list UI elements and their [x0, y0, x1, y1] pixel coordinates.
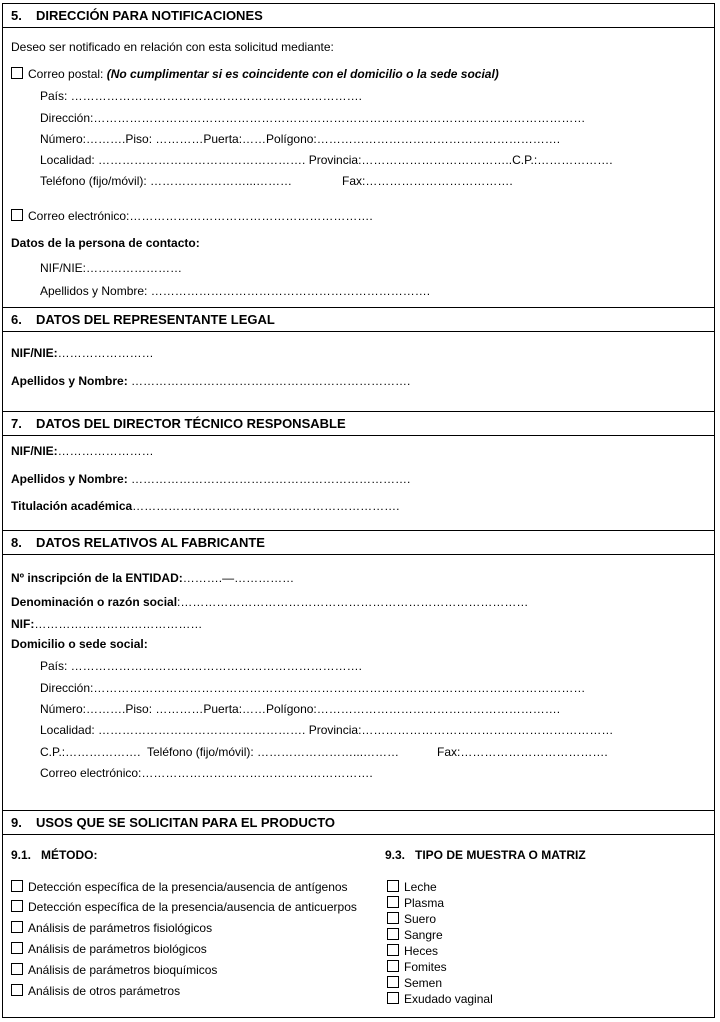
fab-nif-field[interactable] — [11, 617, 202, 631]
postal-telefono-field[interactable]: Teléfono (fijo/móvil): ……………………...……… — [40, 174, 293, 188]
muestra-option-label: Plasma — [404, 896, 445, 910]
email-option[interactable] — [11, 209, 373, 223]
metodo-option-label: Análisis de parámetros bioquímicos — [28, 963, 218, 977]
section-number: 7. — [11, 416, 22, 431]
section-title: USOS QUE SE SOLICITAN PARA EL PRODUCTO — [36, 815, 336, 830]
dir-titulacion-label: Titulación académica — [11, 499, 133, 513]
subsection-number: 9.1. — [11, 848, 32, 862]
muestra-option[interactable] — [387, 992, 493, 1006]
postal-localidad-field[interactable]: Localidad: ……………………………………………. Provincia:………………………………..C.P.:………………. — [40, 153, 613, 167]
fab-nif-label: NIF: — [11, 617, 35, 631]
checkbox[interactable] — [387, 992, 399, 1004]
postal-note: (No cumplimentar si es coincidente con el domicilio o la sede social) — [106, 67, 499, 81]
dir-nif-dots: …………………… — [57, 444, 154, 458]
fab-inscripcion-dots: ……….—…………… — [182, 571, 295, 585]
muestra-option-label: Exudado vaginal — [404, 992, 493, 1006]
metodo-option-label: Análisis de parámetros fisiológicos — [28, 921, 213, 935]
contact-apellidos-field[interactable]: Apellidos y Nombre: ……………………………………………………………. — [40, 284, 431, 298]
metodo-option[interactable] — [11, 942, 207, 956]
metodo-option-label: Análisis de parámetros biológicos — [28, 942, 207, 956]
section-8-header — [2, 530, 715, 555]
notify-intro: Deseo ser notificado en relación con esta solicitud mediante: — [11, 40, 334, 54]
metodo-option-label: Detección específica de la presencia/ausencia de anticuerpos — [28, 900, 357, 914]
metodo-option[interactable] — [11, 921, 212, 935]
contact-nif-field[interactable]: NIF/NIE:…………………… — [40, 261, 183, 275]
rep-apellidos-label: Apellidos y Nombre: — [11, 374, 128, 388]
section-title: DATOS DEL DIRECTOR TÉCNICO RESPONSABLE — [36, 416, 346, 431]
checkbox[interactable] — [387, 960, 399, 972]
postal-option[interactable] — [11, 67, 499, 81]
section-number: 5. — [11, 8, 22, 23]
metodo-option[interactable] — [11, 963, 217, 977]
dir-apellidos-field[interactable] — [11, 472, 410, 486]
rep-nif-field[interactable] — [11, 346, 154, 360]
checkbox[interactable] — [387, 896, 399, 908]
checkbox[interactable] — [387, 928, 399, 940]
subsection-title: TIPO DE MUESTRA O MATRIZ — [415, 848, 586, 862]
dir-titulacion-dots: …………………………………………………………. — [132, 499, 400, 513]
muestra-option-label: Sangre — [404, 928, 443, 942]
metodo-title — [11, 848, 97, 862]
section-7-header — [2, 411, 715, 436]
fab-cp-field[interactable]: C.P.:………………. — [40, 745, 141, 759]
email-checkbox[interactable] — [11, 209, 23, 221]
fab-denominacion-label: Denominación o razón social — [11, 595, 178, 609]
section-5-header — [2, 3, 715, 28]
fab-email-field[interactable]: Correo electrónico:…………………………………………………. — [40, 766, 373, 780]
postal-pais-field[interactable]: País: ………………………………………………………………. — [40, 89, 363, 103]
muestra-option[interactable] — [387, 960, 447, 974]
dir-nif-label: NIF/NIE: — [11, 444, 58, 458]
postal-numero-field[interactable]: Número:……….Piso: …………Puerta:……Polígono:……………………………………………………. — [40, 132, 561, 146]
section-9-header — [2, 810, 715, 835]
fab-nif-dots: …………………………………… — [34, 617, 203, 631]
fab-localidad-field[interactable]: Localidad: ……………………………………………. Provincia:……………………………………………………… — [40, 723, 614, 737]
metodo-option[interactable] — [11, 900, 357, 914]
dir-titulacion-field[interactable] — [11, 499, 400, 513]
muestra-option[interactable] — [387, 880, 437, 894]
muestra-option[interactable] — [387, 944, 438, 958]
rep-apellidos-field[interactable] — [11, 374, 410, 388]
muestra-option-label: Heces — [404, 944, 439, 958]
checkbox[interactable] — [11, 880, 23, 892]
fab-inscripcion-label: Nº inscripción de la ENTIDAD: — [11, 571, 183, 585]
muestra-option-label: Leche — [404, 880, 437, 894]
checkbox[interactable] — [387, 912, 399, 924]
postal-label: Correo postal: — [28, 67, 107, 81]
section-number: 8. — [11, 535, 22, 550]
subsection-number: 9.3. — [385, 848, 406, 862]
fab-direccion-field[interactable]: Dirección:…………………………………………………………………………………………………………… — [40, 681, 586, 695]
dir-apellidos-dots: ……………………………………………………………. — [127, 472, 411, 486]
checkbox[interactable] — [11, 942, 23, 954]
fab-numero-field[interactable]: Número:……….Piso: …………Puerta:……Polígono:……………………………………………………. — [40, 702, 561, 716]
metodo-option-label: Detección específica de la presencia/ausencia de antígenos — [28, 880, 348, 894]
metodo-option[interactable] — [11, 984, 180, 998]
rep-apellidos-dots: ……………………………………………………………. — [127, 374, 411, 388]
muestra-option[interactable] — [387, 912, 436, 926]
fab-domicilio-label: Domicilio o sede social: — [11, 637, 148, 651]
contact-title: Datos de la persona de contacto: — [11, 236, 200, 250]
postal-direccion-field[interactable]: Dirección:…………………………………………………………………………………………………………… — [40, 111, 586, 125]
checkbox[interactable] — [387, 944, 399, 956]
postal-fax-field[interactable]: Fax:………………………………. — [342, 174, 513, 188]
section-number: 9. — [11, 815, 22, 830]
section-number: 6. — [11, 312, 22, 327]
dir-nif-field[interactable] — [11, 444, 154, 458]
section-title: DIRECCIÓN PARA NOTIFICACIONES — [36, 8, 263, 23]
muestra-option-label: Suero — [404, 912, 437, 926]
checkbox[interactable] — [11, 984, 23, 996]
checkbox[interactable] — [387, 880, 399, 892]
section-title: DATOS RELATIVOS AL FABRICANTE — [36, 535, 265, 550]
email-field[interactable]: Correo electrónico:……………………………………………………. — [28, 209, 373, 223]
muestra-option[interactable] — [387, 896, 444, 910]
muestra-option[interactable] — [387, 928, 443, 942]
subsection-title: MÉTODO: — [41, 848, 98, 862]
checkbox[interactable] — [387, 976, 399, 988]
section-title: DATOS DEL REPRESENTANTE LEGAL — [36, 312, 275, 327]
rep-nif-dots: …………………… — [57, 346, 154, 360]
muestra-option[interactable] — [387, 976, 442, 990]
muestra-title — [385, 848, 586, 862]
dir-apellidos-label: Apellidos y Nombre: — [11, 472, 128, 486]
muestra-option-label: Semen — [404, 976, 443, 990]
metodo-option[interactable] — [11, 880, 348, 894]
fab-fax-field[interactable]: Fax:………………………………. — [437, 745, 608, 759]
fab-denominacion-field[interactable] — [11, 595, 528, 609]
checkbox[interactable] — [11, 921, 23, 933]
muestra-option-label: Fomites — [404, 960, 447, 974]
fab-pais-field[interactable]: País: ………………………………………………………………. — [40, 659, 363, 673]
checkbox[interactable] — [11, 900, 23, 912]
postal-checkbox[interactable] — [11, 67, 23, 79]
metodo-option-label: Análisis de otros parámetros — [28, 984, 181, 998]
fab-telefono-field[interactable]: Teléfono (fijo/móvil): ……………………...……… — [147, 745, 400, 759]
section-6-header — [2, 307, 715, 332]
rep-nif-label: NIF/NIE: — [11, 346, 58, 360]
fab-denominacion-dots: :…………………………………………………………………………… — [177, 595, 529, 609]
fab-inscripcion-field[interactable] — [11, 571, 294, 585]
checkbox[interactable] — [11, 963, 23, 975]
